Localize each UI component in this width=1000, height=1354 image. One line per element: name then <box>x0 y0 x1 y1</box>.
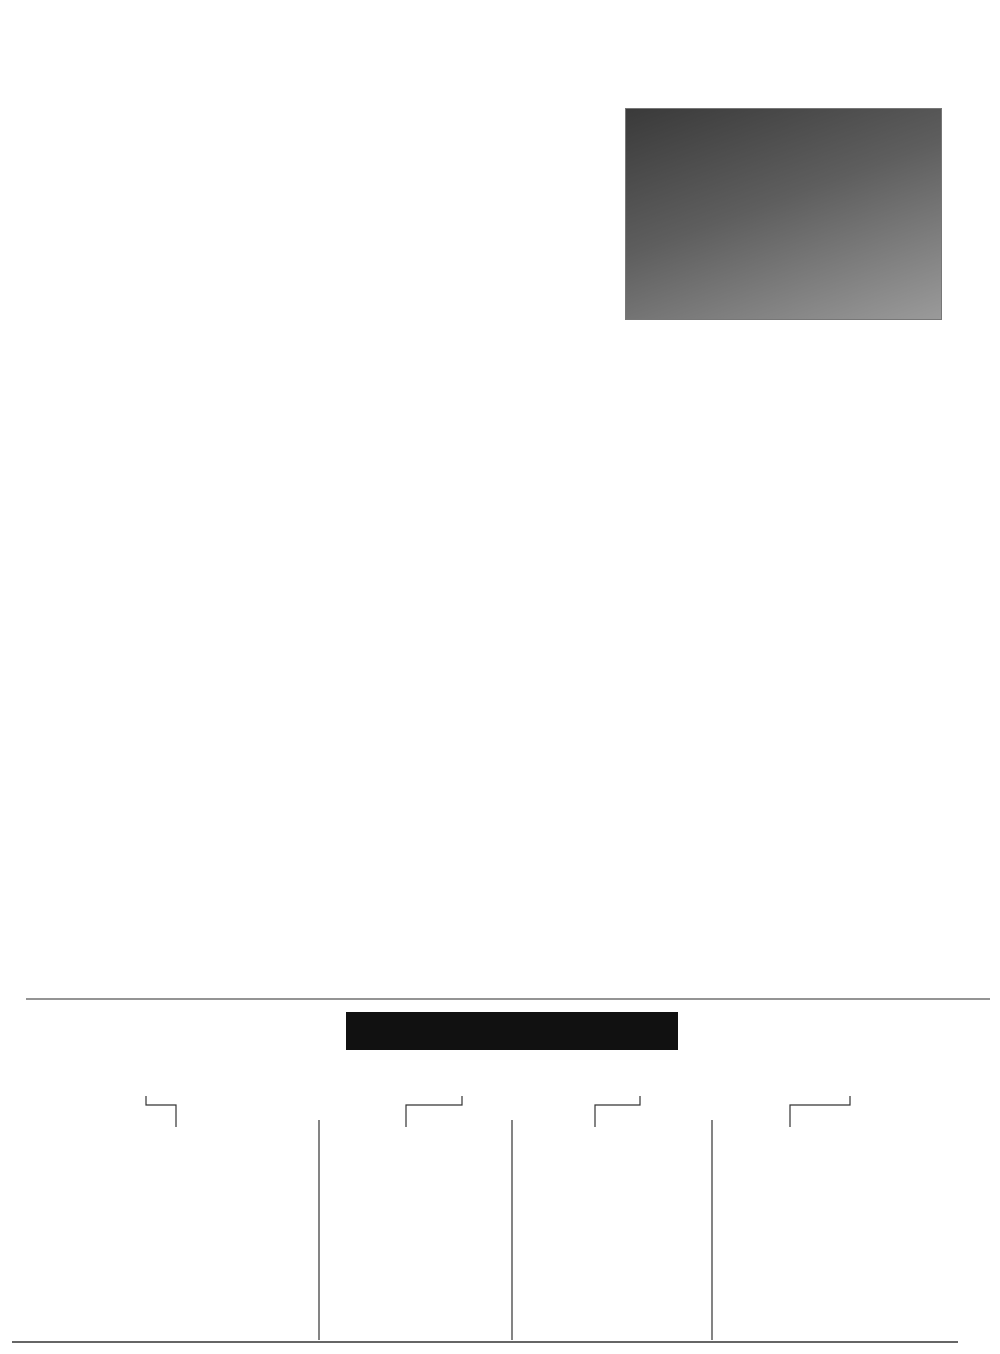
ordering-heading <box>346 1012 678 1050</box>
code-brackets <box>146 1096 850 1340</box>
